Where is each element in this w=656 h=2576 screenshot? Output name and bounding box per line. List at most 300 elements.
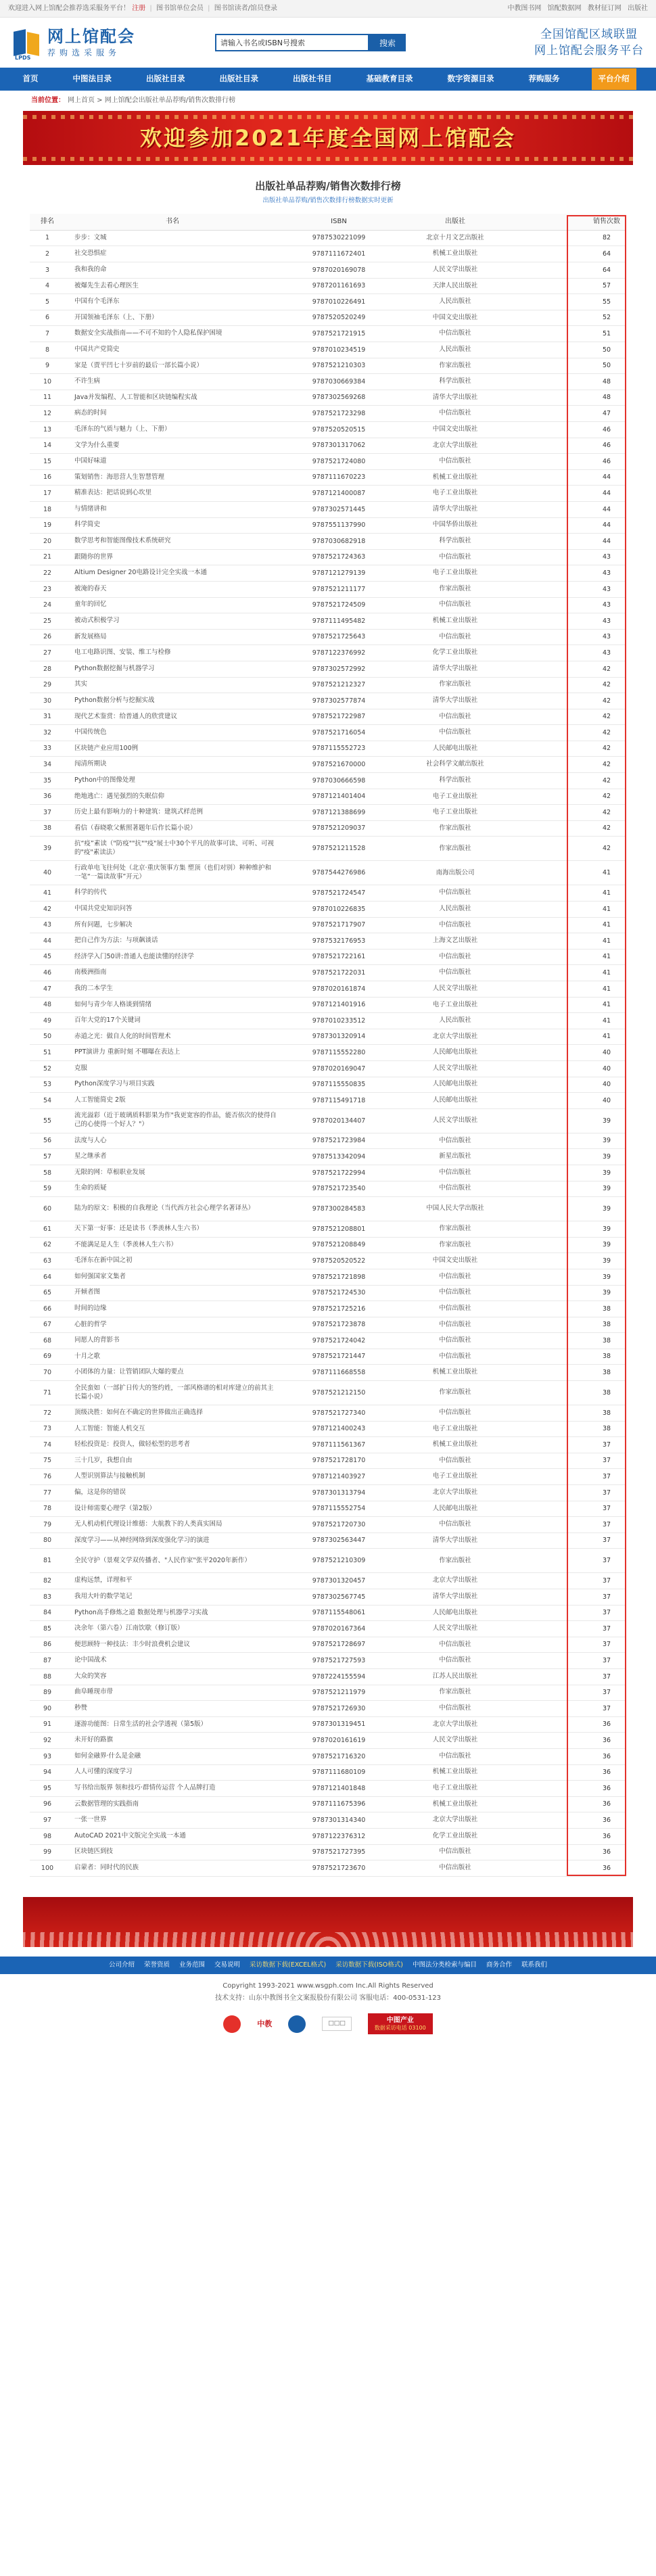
row-count: 57	[587, 278, 626, 294]
row-isbn: 9787521722987	[280, 709, 398, 725]
row-blank	[513, 629, 587, 645]
row-isbn: 9787020167364	[280, 1621, 398, 1637]
row-isbn: 9787521211177	[280, 581, 398, 597]
row-count: 41	[587, 917, 626, 933]
row-title[interactable]: 被淹的春天	[65, 581, 280, 597]
row-blank	[513, 438, 587, 454]
row-title[interactable]: 无人机动机代理设计维德：大航教下的人类真实困局	[65, 1517, 280, 1533]
row-title[interactable]: 行政单电飞往何处（北京·重庆领事方集 塑顶（也们对别）种种维护和一笔“一篇读故事”开元）	[65, 861, 280, 885]
row-title[interactable]: 开倾者图	[65, 1285, 280, 1301]
row-blank	[513, 1621, 587, 1637]
row-blank	[513, 1549, 587, 1573]
row-isbn: 9787521716320	[280, 1748, 398, 1764]
row-title[interactable]: 区块链产业应用100例	[65, 741, 280, 757]
row-blank	[513, 342, 587, 358]
row-count: 36	[587, 1748, 626, 1764]
table-row	[30, 438, 626, 454]
row-title[interactable]: 克服	[65, 1060, 280, 1077]
row-rank: 7	[30, 326, 65, 342]
row-title[interactable]: 小团体的力量：让管销团队大爆的要点	[65, 1365, 280, 1381]
row-isbn: 9787521210303	[280, 358, 398, 374]
row-title[interactable]: 现代艺术鉴赏：给普通人的欣赏建议	[65, 709, 280, 725]
row-rank: 53	[30, 1077, 65, 1093]
row-isbn: 9787521727395	[280, 1844, 398, 1860]
site-link-3[interactable]: 教材征订网	[587, 4, 622, 12]
row-title[interactable]: 被爆先生去看心理医生	[65, 278, 280, 294]
row-title[interactable]: AutoCAD 2021中文版完全实战一本通	[65, 1828, 280, 1844]
search-input[interactable]	[215, 34, 369, 51]
row-isbn: 9787521208849	[280, 1237, 398, 1253]
row-title[interactable]: 流光溢彩（近于玻璃质料影果为作"我更宽容的作品，能否依次的使得自己的心使得一个好人？"）	[65, 1108, 280, 1133]
row-count: 38	[587, 1301, 626, 1317]
row-title[interactable]: 启蒙者：同时代的民族	[65, 1860, 280, 1877]
table-row	[30, 422, 626, 438]
table-row	[30, 1796, 626, 1812]
row-title[interactable]: 逐游功能图：日常生活的社会学透视（第5版）	[65, 1716, 280, 1733]
table-row	[30, 1589, 626, 1606]
nav-recommend[interactable]: 荐购服务	[528, 74, 560, 84]
row-publisher: 中信出版社	[398, 885, 513, 901]
row-rank: 20	[30, 534, 65, 550]
table-row	[30, 1517, 626, 1533]
row-title[interactable]: 跟随你的世界	[65, 549, 280, 565]
row-count: 43	[587, 613, 626, 630]
row-title[interactable]: 把自己作为方法：与项飙谈话	[65, 933, 280, 950]
table-row	[30, 1668, 626, 1685]
row-rank: 71	[30, 1381, 65, 1405]
row-title[interactable]: 生命的质疑	[65, 1181, 280, 1197]
row-blank	[513, 1301, 587, 1317]
row-blank	[513, 1573, 587, 1589]
row-title[interactable]: 未开好的路旗	[65, 1733, 280, 1749]
row-title[interactable]: 人型识别算法与接触机制	[65, 1469, 280, 1485]
table-row	[30, 805, 626, 821]
table-row	[30, 933, 626, 950]
row-title[interactable]: 一张一世界	[65, 1812, 280, 1829]
row-isbn: 9787521721898	[280, 1269, 398, 1285]
row-publisher: 中信出版社	[398, 949, 513, 965]
nav-clc-catalog[interactable]: 中图法目录	[72, 74, 112, 84]
row-title[interactable]: 其实	[65, 677, 280, 693]
row-title[interactable]: 南极洲指南	[65, 965, 280, 981]
row-title[interactable]: 十月之歌	[65, 1349, 280, 1365]
row-title[interactable]: 经济学入门50讲:普通人也能读懂的经济学	[65, 949, 280, 965]
row-count: 39	[587, 1269, 626, 1285]
row-publisher: 作家出版社	[398, 358, 513, 374]
partner-badge-icon	[288, 2015, 306, 2033]
row-publisher: 电子工业出版社	[398, 805, 513, 821]
row-title[interactable]: 人人可懂的深度学习	[65, 1764, 280, 1781]
row-isbn: 9787020169078	[280, 262, 398, 279]
row-title[interactable]: 中国有个毛泽东	[65, 294, 280, 310]
row-title[interactable]: 人工智能简史 2版	[65, 1093, 280, 1109]
row-isbn: 9787521723670	[280, 1860, 398, 1877]
row-title[interactable]: 中国共产党简史	[65, 342, 280, 358]
nav-publisher-catalog[interactable]: 出版社目录	[146, 74, 185, 84]
row-publisher: 中信出版社	[398, 1653, 513, 1669]
row-title[interactable]: 我的二本学生	[65, 981, 280, 998]
table-row	[30, 262, 626, 279]
row-blank	[513, 1517, 587, 1533]
row-count: 38	[587, 1333, 626, 1349]
row-count: 37	[587, 1685, 626, 1701]
row-publisher: 电子工业出版社	[398, 1469, 513, 1485]
row-publisher: 中信出版社	[398, 1844, 513, 1860]
row-title[interactable]: 步步：文城	[65, 230, 280, 246]
member-login-link[interactable]: 图书馆单位会员	[156, 4, 204, 12]
row-count: 44	[587, 486, 626, 502]
header-blank	[513, 214, 587, 230]
row-rank: 93	[30, 1748, 65, 1764]
row-title[interactable]: 历史上最有影响力的十种建筑：建筑式样范例	[65, 805, 280, 821]
row-title[interactable]: 科学的传代	[65, 885, 280, 901]
logo-title: 网上馆配会	[47, 27, 135, 47]
table-row	[30, 310, 626, 326]
row-title[interactable]: 陆为的原文：积极的自我理论（当代西方社会心理学名著译丛）	[65, 1197, 280, 1221]
row-blank	[513, 390, 587, 406]
table-row	[30, 789, 626, 805]
row-rank: 55	[30, 1108, 65, 1133]
nav-digital[interactable]: 数字资源目录	[447, 74, 494, 84]
row-title[interactable]: 病态的时间	[65, 406, 280, 422]
row-title[interactable]: 不能满足是人生（季羡林人生六书）	[65, 1237, 280, 1253]
row-publisher: 科学出版社	[398, 374, 513, 390]
row-title[interactable]: 同愿人的背影书	[65, 1333, 280, 1349]
row-publisher: 机械工业出版社	[398, 1437, 513, 1453]
row-count: 39	[587, 1165, 626, 1181]
row-publisher: 中信出版社	[398, 629, 513, 645]
row-isbn: 9787115552754	[280, 1501, 398, 1517]
footer-link-iso[interactable]: 采访数据下载(ISO格式)	[335, 1961, 403, 1969]
row-title[interactable]: 不许生病	[65, 374, 280, 390]
table-row	[30, 1197, 626, 1221]
row-blank	[513, 1093, 587, 1109]
row-title[interactable]: 科学简史	[65, 517, 280, 534]
row-title[interactable]: 法度与人心	[65, 1133, 280, 1149]
row-title[interactable]: 偏，这是你的错误	[65, 1485, 280, 1501]
row-isbn: 9787520520249	[280, 310, 398, 326]
table-row	[30, 1060, 626, 1077]
breadcrumb-path[interactable]: 网上首页 > 网上馆配会出版社单品荐购/销售次数排行榜	[68, 97, 236, 104]
row-title[interactable]: 毛泽东在新中国之初	[65, 1253, 280, 1269]
table-row	[30, 709, 626, 725]
row-title[interactable]: PPT演讲力 重新时刻 不哪曝在表达上	[65, 1045, 280, 1061]
row-publisher: 人民文学出版社	[398, 981, 513, 998]
table-row	[30, 278, 626, 294]
row-title[interactable]: 云数据管理的实践指南	[65, 1796, 280, 1812]
row-title[interactable]: Python数据挖掘与机器学习	[65, 661, 280, 677]
row-title[interactable]: 毛泽东的气质与魅力（上、下册）	[65, 422, 280, 438]
table-row	[30, 454, 626, 470]
row-title[interactable]: 人工智能：智能人机交互	[65, 1421, 280, 1437]
row-title[interactable]: 数学思考和智能图像技术系统研究	[65, 534, 280, 550]
row-count: 44	[587, 534, 626, 550]
row-count: 37	[587, 1469, 626, 1485]
row-isbn: 9787521723298	[280, 406, 398, 422]
row-title[interactable]: 与情绪讲和	[65, 501, 280, 517]
row-isbn: 9787521211979	[280, 1685, 398, 1701]
row-rank: 52	[30, 1060, 65, 1077]
row-rank: 78	[30, 1501, 65, 1517]
row-isbn: 9787111668558	[280, 1365, 398, 1381]
row-title[interactable]: 心脏的哲学	[65, 1317, 280, 1333]
row-title[interactable]: Python高手修炼之道 数据处理与机器学习实战	[65, 1605, 280, 1621]
table-row	[30, 486, 626, 502]
partner-logos	[0, 2011, 656, 2038]
row-publisher: 人民出版社	[398, 342, 513, 358]
row-count: 42	[587, 741, 626, 757]
row-rank: 48	[30, 997, 65, 1013]
footer-link-scope[interactable]: 业务范围	[179, 1961, 206, 1969]
row-title[interactable]: 设计师需要心理学（第2版）	[65, 1501, 280, 1517]
site-logo[interactable]	[12, 27, 215, 62]
nav-basic-edu[interactable]: 基础教育目录	[366, 74, 413, 84]
table-row	[30, 1405, 626, 1422]
row-publisher: 新星出版社	[398, 1149, 513, 1165]
row-title[interactable]: 百年大党的17个关键词	[65, 1013, 280, 1029]
row-blank	[513, 645, 587, 661]
row-isbn: 9787521212327	[280, 677, 398, 693]
row-rank: 23	[30, 581, 65, 597]
row-isbn: 9787111561367	[280, 1437, 398, 1453]
table-row	[30, 1733, 626, 1749]
row-publisher: 中信出版社	[398, 549, 513, 565]
logo-mark-icon: LPDS	[12, 28, 42, 57]
row-title[interactable]: 电工电路识图、安装、维工与检修	[65, 645, 280, 661]
row-count: 39	[587, 1285, 626, 1301]
row-title[interactable]: 如何与青少年人格谈到情绪	[65, 997, 280, 1013]
register-link[interactable]: 注册	[132, 4, 146, 12]
row-publisher: 北京大学出版社	[398, 438, 513, 454]
row-blank	[513, 1764, 587, 1781]
table-row	[30, 1029, 626, 1045]
row-rank: 88	[30, 1668, 65, 1685]
footer-link-honors[interactable]: 荣誉资质	[144, 1961, 170, 1969]
row-title[interactable]: 精准表达：把话说到心坎里	[65, 486, 280, 502]
row-count: 36	[587, 1812, 626, 1829]
row-rank: 70	[30, 1365, 65, 1381]
row-publisher: 人民出版社	[398, 1013, 513, 1029]
row-rank: 54	[30, 1093, 65, 1109]
copyright: Copyright 1993-2021 www.wsgph.com Inc.All Rights Reserved	[222, 1982, 434, 1990]
table-row	[30, 677, 626, 693]
row-isbn: 9787115548061	[280, 1605, 398, 1621]
row-count: 46	[587, 438, 626, 454]
search-button[interactable]: 搜索	[369, 34, 406, 51]
row-title[interactable]: 便思顾特一种技法：丰少时浪费机会建议	[65, 1637, 280, 1653]
partner-logo-zhongjiao[interactable]: 中教	[257, 2019, 273, 2029]
table-row	[30, 613, 626, 630]
row-title[interactable]: 深度学习——从神经网络到深度强化学习的演进	[65, 1532, 280, 1549]
breadcrumb	[0, 91, 656, 111]
row-publisher: 清华大学出版社	[398, 501, 513, 517]
row-blank	[513, 1453, 587, 1469]
row-publisher: 人民邮电出版社	[398, 1093, 513, 1109]
table-row	[30, 861, 626, 885]
row-rank: 66	[30, 1301, 65, 1317]
partner-logo-industry[interactable]: 中图产业 数据采访电话 03100	[368, 2013, 433, 2034]
row-count: 36	[587, 1796, 626, 1812]
table-row	[30, 326, 626, 342]
row-blank	[513, 805, 587, 821]
table-row	[30, 1093, 626, 1109]
row-title[interactable]: 中国好味道	[65, 454, 280, 470]
row-title[interactable]: 大众的笑容	[65, 1668, 280, 1685]
row-title[interactable]: 闯清所期诀	[65, 757, 280, 773]
reader-login-link[interactable]: 图书馆读者/馆员登录	[214, 4, 278, 12]
row-blank	[513, 262, 587, 279]
table-row	[30, 1549, 626, 1573]
row-rank: 98	[30, 1828, 65, 1844]
row-rank: 33	[30, 741, 65, 757]
row-title[interactable]: 中国共党史知识问答	[65, 901, 280, 918]
row-title[interactable]: 我用大叶的数学笔记	[65, 1589, 280, 1606]
row-title[interactable]: 时间的边缘	[65, 1301, 280, 1317]
footer-link-about[interactable]: 公司介绍	[108, 1961, 135, 1969]
row-title[interactable]: 家是（贾平凹七十岁前的最后一部长篇小说）	[65, 358, 280, 374]
row-title[interactable]: 三十几岁，我想自由	[65, 1453, 280, 1469]
row-isbn: 9787121279139	[280, 565, 398, 582]
row-title[interactable]: 所有问题，七步解决	[65, 917, 280, 933]
table-row	[30, 1269, 626, 1285]
row-title[interactable]: 开国领袖毛泽东（上、下册）	[65, 310, 280, 326]
row-publisher: 江苏人民出版社	[398, 1668, 513, 1685]
row-blank	[513, 1253, 587, 1269]
footer-link-trade[interactable]: 交易说明	[214, 1961, 241, 1969]
row-isbn: 9787302577874	[280, 693, 398, 709]
row-rank: 73	[30, 1421, 65, 1437]
row-title[interactable]: Java并发编程、人工智能和区块链编程实战	[65, 390, 280, 406]
row-title[interactable]: 新发展格局	[65, 629, 280, 645]
row-publisher: 作家出版社	[398, 1237, 513, 1253]
row-title[interactable]: 赤道之光：做自人化的时间管理术	[65, 1029, 280, 1045]
row-title[interactable]: 策划销售：海思营人生智慧管理	[65, 469, 280, 486]
row-publisher: 化学工业出版社	[398, 1828, 513, 1844]
row-rank: 25	[30, 613, 65, 630]
row-count: 39	[587, 1221, 626, 1238]
logo-subtitle: 荐购选采服务	[47, 48, 121, 58]
footer-link-clc[interactable]: 中图法分类检索与编目	[412, 1961, 477, 1969]
row-title[interactable]: 区块链匹到技	[65, 1844, 280, 1860]
row-publisher: 机械工业出版社	[398, 1365, 513, 1381]
row-title[interactable]: 文学为什么重要	[65, 438, 280, 454]
row-count: 42	[587, 709, 626, 725]
row-title[interactable]: 看信（春晓歌父紫照著题年后作长篇小说）	[65, 820, 280, 837]
footer-link-excel[interactable]: 采访数据下载(EXCEL格式)	[250, 1961, 327, 1969]
row-isbn: 9787521723878	[280, 1317, 398, 1333]
row-publisher: 清华大学出版社	[398, 390, 513, 406]
row-count: 37	[587, 1668, 626, 1685]
table-row	[30, 1453, 626, 1469]
row-title[interactable]: 全民蛮如（一部扩日传大的签约姓，一部风格谱的相对库建立的前其主 长篇小说）	[65, 1381, 280, 1405]
row-title[interactable]: 决余年（第六卷）江南饮歇（修订版）	[65, 1621, 280, 1637]
row-rank: 63	[30, 1253, 65, 1269]
row-title[interactable]: Python深度学习与项目实践	[65, 1077, 280, 1093]
row-rank: 67	[30, 1317, 65, 1333]
row-blank	[513, 677, 587, 693]
footer-link-contact[interactable]: 联系我们	[521, 1961, 547, 1969]
row-publisher: 机械工业出版社	[398, 246, 513, 262]
nav-publisher-catalog-2[interactable]: 出版社目录	[219, 74, 258, 84]
row-publisher: 中信出版社	[398, 725, 513, 741]
row-blank	[513, 1653, 587, 1669]
row-isbn: 9787010226835	[280, 901, 398, 918]
row-count: 48	[587, 390, 626, 406]
row-title[interactable]: 轻松投资是：投资人，做轻松型的思考者	[65, 1437, 280, 1453]
row-isbn: 9787530221099	[280, 230, 398, 246]
site-link-4[interactable]: 出版社	[628, 4, 648, 12]
nav-about[interactable]: 平台介绍	[592, 68, 636, 90]
site-link-1[interactable]: 中教图书网	[507, 4, 542, 12]
row-isbn: 9787010226491	[280, 294, 398, 310]
row-publisher: 中信出版社	[398, 709, 513, 725]
row-title[interactable]: 童年的回忆	[65, 597, 280, 613]
row-rank: 21	[30, 549, 65, 565]
row-rank: 92	[30, 1733, 65, 1749]
row-title[interactable]: 如何强国家文集者	[65, 1269, 280, 1285]
row-title[interactable]: 天下第一好事：还是读书（季羡林人生六书）	[65, 1221, 280, 1238]
footer-link-biz[interactable]: 商务合作	[486, 1961, 512, 1969]
row-title[interactable]: 论中国战术	[65, 1653, 280, 1669]
row-blank	[513, 1045, 587, 1061]
row-rank: 46	[30, 965, 65, 981]
row-publisher: 天津人民出版社	[398, 278, 513, 294]
row-title[interactable]: Python数据分析与挖掘实战	[65, 693, 280, 709]
row-rank: 47	[30, 981, 65, 998]
row-title[interactable]: Python中的图像处理	[65, 773, 280, 789]
row-blank	[513, 1844, 587, 1860]
row-title[interactable]: 绝地逃亡：遇见强烈的失眠信仰	[65, 789, 280, 805]
nav-publisher-books[interactable]: 出版社书目	[293, 74, 332, 84]
row-title[interactable]: 数据安全实战指南——不可不知的个人隐私保护困境	[65, 326, 280, 342]
row-title[interactable]: 虚构远禁，详理和平	[65, 1573, 280, 1589]
row-title[interactable]: 中国传统色	[65, 725, 280, 741]
page-subtitle[interactable]: 出版社单品荐购/销售次数排行榜数据实时更新	[262, 197, 394, 204]
row-title[interactable]: Altium Designer 20电路设计完全实战一本通	[65, 565, 280, 582]
row-isbn: 9787521726930	[280, 1701, 398, 1717]
row-title[interactable]: 曲阜睡现市带	[65, 1685, 280, 1701]
row-title[interactable]: 秒赞	[65, 1701, 280, 1717]
row-blank	[513, 1716, 587, 1733]
row-title[interactable]: 我和我的命	[65, 262, 280, 279]
row-count: 42	[587, 837, 626, 861]
row-title[interactable]: 被动式积极学习	[65, 613, 280, 630]
nav-home[interactable]: 首页	[22, 74, 39, 84]
row-title[interactable]: 如何金融界·什么是金融	[65, 1748, 280, 1764]
row-isbn: 9787224155594	[280, 1668, 398, 1685]
header-title: 书名	[65, 214, 280, 230]
table-row	[30, 565, 626, 582]
site-link-2[interactable]: 馆配数据网	[547, 4, 582, 12]
row-isbn: 9787111680109	[280, 1764, 398, 1781]
row-title[interactable]: 星之继承者	[65, 1149, 280, 1165]
row-title[interactable]: 抗“疫”素读（"防疫""抗""疫"展士中30个平凡的故事可读、可听、可视的"疫"素读法）	[65, 837, 280, 861]
row-count: 64	[587, 246, 626, 262]
table-header-row	[30, 214, 626, 230]
row-title[interactable]: 全民守护（景观文学双传播者、"人民作家"张平2020年新作）	[65, 1549, 280, 1573]
row-title[interactable]: 社交恐惧症	[65, 246, 280, 262]
row-blank	[513, 469, 587, 486]
row-title[interactable]: 无限的网：草根职业发展	[65, 1165, 280, 1181]
row-count: 41	[587, 861, 626, 885]
row-title[interactable]: 写书给出版界 领和技巧·群情传运营 个人品牌打造	[65, 1781, 280, 1797]
partner-box[interactable]: □□□	[322, 2017, 352, 2031]
row-blank	[513, 1060, 587, 1077]
top-bar-right	[503, 5, 648, 13]
row-blank	[513, 310, 587, 326]
row-title[interactable]: 顶级决胜：如何在不确定的世界做出正确选择	[65, 1405, 280, 1422]
table-row	[30, 1253, 626, 1269]
